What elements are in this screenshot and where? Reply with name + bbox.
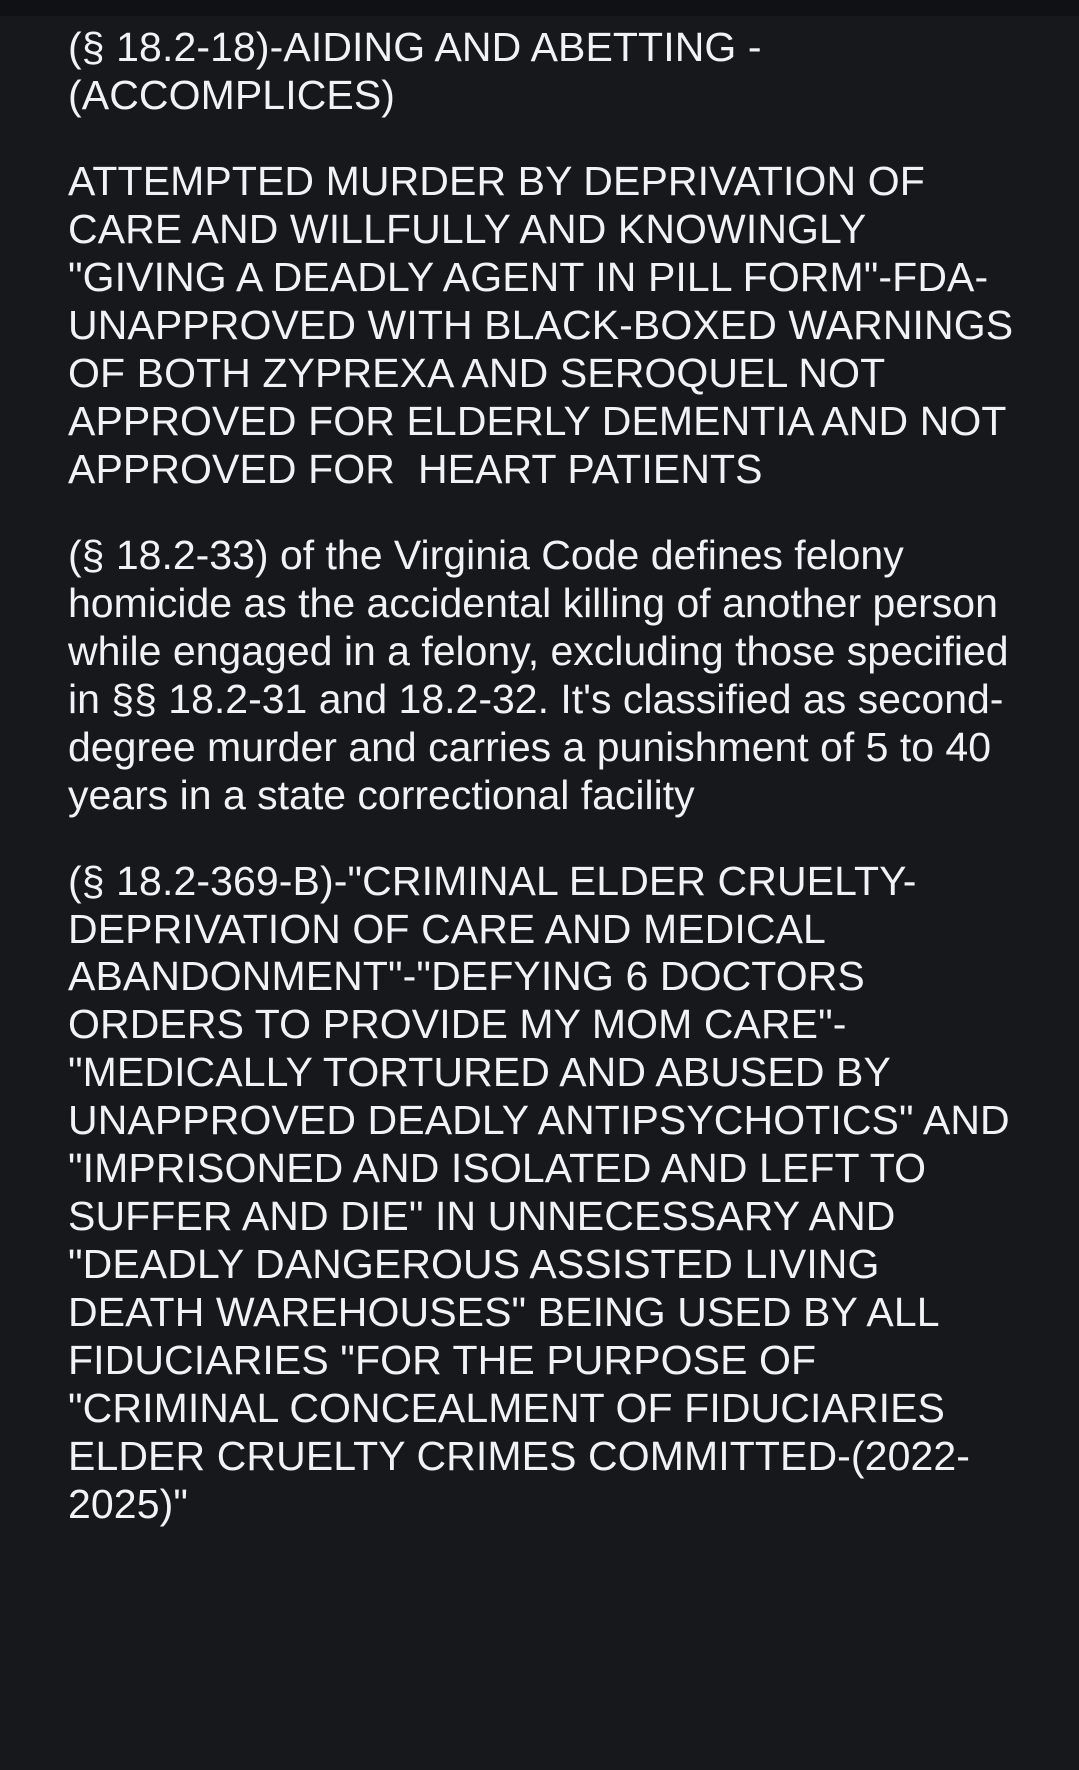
- paragraph-aiding-abetting: (§ 18.2-18)-AIDING AND ABETTING -(ACCOMPLICES): [68, 24, 762, 118]
- paragraph-elder-cruelty: (§ 18.2-369-B)-"CRIMINAL ELDER CRUELTY-DEPRIVATION OF CARE AND MEDICAL ABANDONMENT"-"DEFYING 6 DOCTORS ORDERS TO PROVIDE MY MOM CARE"-"MEDICALLY TORTURED AND ABUSED BY UNAPPROVED DEADLY ANTIPSYCHOTICS" AND "IMPRISONED AND ISOLATED AND LEFT TO SUFFER AND DIE" IN UNNECESSARY AND "DEADLY DANGEROUS ASSISTED LIVING DEATH WAREHOUSES" BEING USED BY ALL FIDUCIARIES "FOR THE PURPOSE OF "CRIMINAL CONCEALMENT OF FIDUCIARIES ELDER CRUELTY CRIMES COMMITTED-(2022-2025)": [68, 857, 1022, 1528]
- document-body: [0, 16, 1079, 1569]
- paragraph-felony-homicide: (§ 18.2-33) of the Virginia Code defines felony homicide as the accidental killing of another person while engaged in a felony, excluding those specified in §§ 18.2-31 and 18.2-32. It's classified as second-degree murder and carries a punishment of 5 to 40 years in a state correctional facility: [68, 531, 1021, 818]
- top-bar: [0, 0, 1079, 16]
- paragraph-attempted-murder: ATTEMPTED MURDER BY DEPRIVATION OF CARE AND WILLFULLY AND KNOWINGLY "GIVING A DEADLY AGENT IN PILL FORM"-FDA-UNAPPROVED WITH BLACK-BOXED WARNINGS OF BOTH ZYPREXA AND SEROQUEL NOT APPROVED FOR ELDERLY DEMENTIA AND NOT APPROVED FOR HEART PATIENTS: [68, 157, 1025, 492]
